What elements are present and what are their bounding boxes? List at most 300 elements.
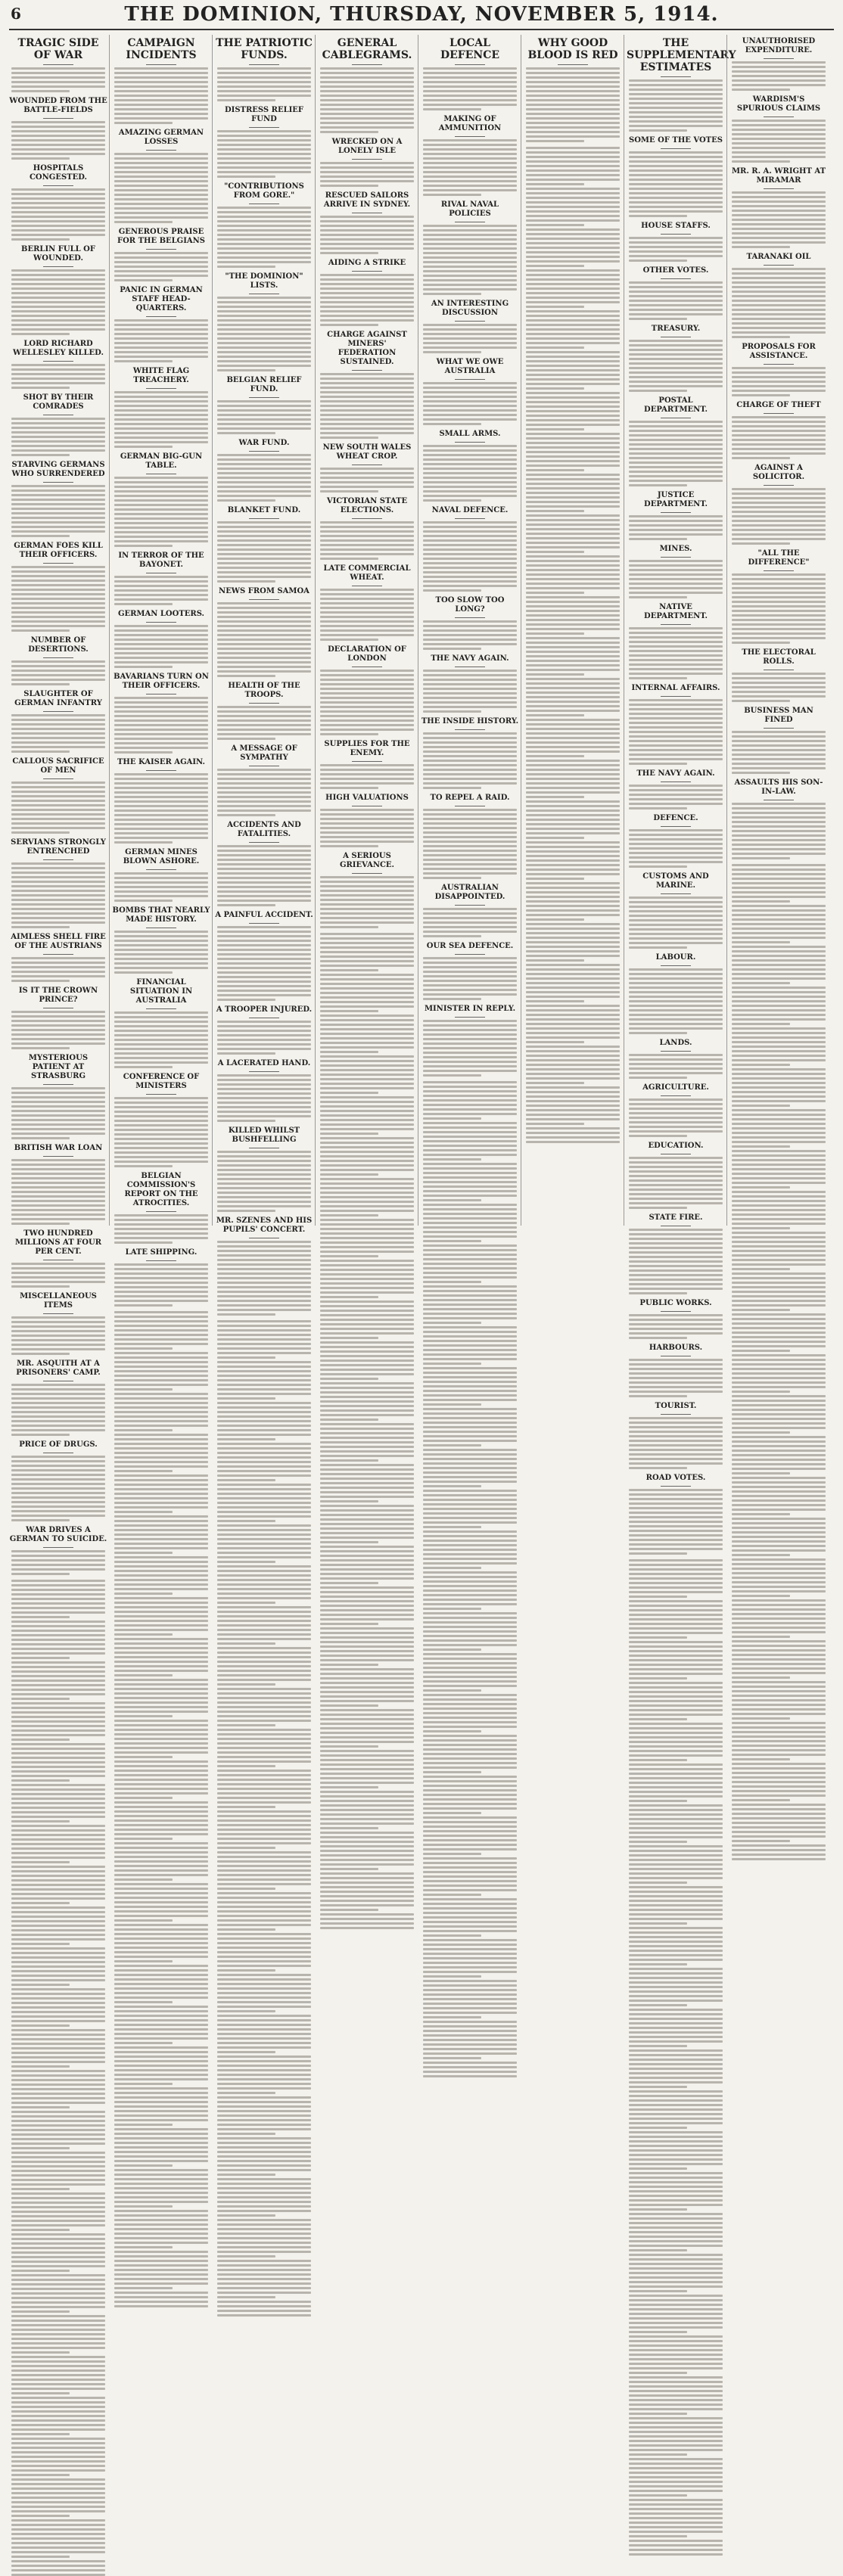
text-line (732, 1681, 826, 1683)
text-line (320, 1614, 414, 1616)
text-line (423, 1090, 517, 1092)
text-line (114, 1138, 208, 1140)
text-line (114, 545, 173, 547)
text-line (11, 1979, 105, 1981)
text-line (11, 1620, 105, 1623)
text-line (423, 1024, 517, 1027)
text-line (217, 1624, 311, 1627)
text-line (732, 882, 826, 884)
text-line (423, 1830, 517, 1832)
text-line (11, 1580, 105, 1582)
text-line (217, 1738, 311, 1740)
text-line (423, 1136, 517, 1138)
text-line (629, 1072, 723, 1074)
text-line (629, 390, 687, 392)
text-line (11, 2138, 105, 2140)
text-line (526, 238, 620, 240)
text-line (114, 1393, 208, 1395)
text-line (732, 277, 826, 279)
article-body-text (114, 153, 208, 223)
text-line (11, 1564, 105, 1566)
text-line (423, 697, 517, 699)
text-line (114, 2233, 208, 2235)
text-line (320, 1782, 414, 1784)
text-line (320, 278, 414, 281)
text-line (320, 1123, 414, 1126)
text-line (217, 1583, 311, 1586)
text-line (217, 2124, 311, 2126)
text-line (423, 1086, 517, 1088)
text-line (629, 717, 723, 719)
text-line (11, 202, 105, 204)
text-line (320, 1664, 378, 1666)
text-line (732, 331, 826, 334)
text-line (423, 1712, 517, 1714)
text-line (526, 642, 620, 644)
text-line (114, 1933, 208, 1935)
text-line (11, 2247, 105, 2249)
text-line (732, 1114, 826, 1116)
text-line (423, 1344, 517, 1347)
article-body-text (114, 1011, 208, 1068)
text-line (11, 818, 105, 820)
article-body-text (11, 782, 105, 834)
text-line (11, 378, 105, 380)
text-line (320, 951, 414, 953)
text-line (526, 619, 620, 621)
text-line (423, 1095, 517, 1097)
text-line (732, 1322, 826, 1325)
text-line (629, 573, 723, 576)
text-line (423, 746, 517, 748)
text-line (114, 423, 208, 425)
article-body-text (732, 488, 826, 545)
text-line (629, 1372, 723, 1375)
article-body-text (320, 216, 414, 254)
text-line (11, 575, 105, 577)
text-line (114, 1824, 208, 1826)
text-line (114, 2137, 208, 2139)
text-line (11, 1607, 105, 1609)
text-line (629, 2049, 723, 2052)
text-line (526, 610, 620, 612)
text-line (114, 437, 208, 439)
text-line (217, 1366, 311, 1368)
text-line (423, 1272, 517, 1274)
text-line (217, 1272, 311, 1275)
text-line (629, 2358, 723, 2360)
text-line (423, 458, 517, 461)
text-line (11, 1425, 105, 1427)
article-body-text (629, 237, 723, 262)
article-body-text (217, 1151, 311, 1212)
text-line (114, 706, 208, 708)
text-line (732, 1127, 826, 1130)
text-line (320, 1763, 414, 1766)
text-line (423, 1476, 517, 1478)
heading-rule (43, 361, 73, 362)
text-line (732, 336, 790, 338)
heading-rule (43, 1313, 73, 1314)
heading-rule (249, 923, 279, 924)
text-line (423, 418, 517, 421)
text-line (114, 1810, 208, 1813)
text-line (11, 1043, 105, 1045)
text-line (114, 1924, 208, 1926)
text-line (114, 1425, 208, 1427)
heading-rule (43, 64, 73, 65)
text-line (114, 828, 208, 830)
text-line (217, 2192, 311, 2194)
text-line (320, 1727, 414, 1729)
text-line (217, 2028, 311, 2031)
text-line (114, 1021, 208, 1023)
text-line (732, 1064, 790, 1066)
text-line (526, 260, 620, 263)
text-line (732, 1132, 826, 1134)
text-line (629, 1247, 723, 1249)
text-line (629, 1193, 723, 1195)
text-line (11, 2551, 105, 2553)
heading-rule (249, 842, 279, 843)
text-line (732, 300, 826, 302)
text-line (423, 423, 481, 425)
text-line (629, 1568, 723, 1571)
text-line (11, 1602, 105, 1605)
masthead (0, 0, 843, 30)
text-line (732, 628, 826, 630)
text-line (11, 598, 105, 600)
text-line (320, 1745, 378, 1748)
text-line (526, 1082, 584, 1084)
text-line (526, 1114, 620, 1116)
text-line (423, 975, 517, 977)
text-line (320, 486, 414, 488)
article-heading: THE ELECTORAL ROLLS. (742, 648, 816, 666)
text-line (320, 692, 414, 694)
text-line (732, 1272, 826, 1275)
text-line (217, 2310, 311, 2312)
text-line (423, 324, 517, 326)
text-line (11, 975, 105, 977)
text-line (423, 1689, 481, 1692)
text-line (114, 1214, 208, 1217)
text-line (320, 1437, 414, 1439)
text-line (217, 521, 311, 524)
text-line (217, 2105, 311, 2108)
text-line (629, 2376, 723, 2379)
text-line (526, 837, 584, 839)
text-line (11, 2133, 105, 2136)
text-line (526, 360, 620, 362)
text-line (11, 1943, 70, 1945)
text-line (114, 1865, 208, 1867)
text-line (217, 548, 311, 551)
text-line (423, 813, 517, 816)
text-line (320, 1001, 414, 1003)
text-line (732, 968, 826, 971)
text-line (114, 715, 208, 717)
text-line (217, 99, 275, 101)
text-line (11, 211, 105, 213)
text-line (11, 2483, 105, 2485)
text-line (114, 1892, 208, 1894)
text-line (217, 2164, 311, 2167)
text-line (320, 1723, 414, 1725)
text-line (11, 1711, 105, 1714)
text-line (217, 1102, 311, 1104)
text-line (320, 180, 414, 182)
text-line (629, 2281, 723, 2283)
article-heading: CALLOUS SACRIFICE OF MEN (12, 757, 104, 775)
text-line (114, 2264, 208, 2267)
text-line (11, 2333, 105, 2335)
text-line (732, 1191, 826, 1193)
text-line (114, 2128, 208, 2130)
article-heading: AIDING A STRIKE (328, 259, 406, 267)
text-line (114, 1561, 208, 1563)
text-line (732, 1368, 826, 1370)
text-line (320, 1759, 414, 1761)
text-line (423, 166, 517, 169)
text-line (629, 1521, 723, 1523)
text-line (11, 2297, 105, 2299)
text-line (320, 1636, 414, 1639)
text-line (629, 1632, 723, 1634)
text-line (217, 890, 311, 893)
text-line (526, 72, 620, 74)
text-line (217, 805, 311, 807)
text-line (629, 160, 723, 163)
text-line (217, 1300, 311, 1302)
text-line (114, 1965, 208, 1967)
text-line (526, 510, 584, 512)
text-line (217, 1488, 311, 1490)
text-line (629, 1954, 723, 1956)
text-line (320, 1913, 414, 1916)
text-line (11, 422, 105, 424)
text-line (732, 1164, 826, 1166)
text-line (114, 1652, 208, 1654)
heading-rule (146, 1094, 176, 1095)
text-line (11, 894, 105, 896)
text-line (732, 1844, 826, 1847)
text-line (629, 448, 723, 450)
text-line (320, 1546, 414, 1548)
text-line (217, 481, 311, 483)
text-line (320, 1314, 414, 1316)
text-line (217, 863, 311, 865)
text-line (11, 1766, 105, 1768)
text-line (217, 1561, 275, 1563)
text-line (732, 291, 826, 293)
text-line (732, 1495, 826, 1497)
text-line (629, 2535, 687, 2537)
text-line (217, 1815, 311, 1817)
text-line (526, 383, 620, 385)
text-line (320, 1773, 414, 1775)
text-line (629, 807, 687, 809)
article-heading: A PAINFUL ACCIDENT. (215, 911, 313, 919)
text-line (526, 433, 620, 435)
heading-rule (146, 770, 176, 771)
text-line (423, 2007, 517, 2009)
text-line (320, 1241, 414, 1244)
text-line (629, 763, 687, 765)
text-line (732, 84, 826, 86)
text-line (732, 1586, 826, 1588)
text-line (423, 1694, 517, 1696)
text-line (526, 928, 620, 930)
text-line (629, 1032, 687, 1034)
text-line (114, 1543, 208, 1545)
text-line (629, 1913, 723, 1916)
text-line (629, 1417, 723, 1419)
text-line (11, 1652, 105, 1655)
text-line (526, 764, 620, 766)
article-heading: MISCELLANEOUS ITEMS (20, 1292, 97, 1310)
text-line (732, 1445, 826, 1447)
text-line (732, 1672, 826, 1674)
text-line (217, 1729, 311, 1731)
text-line (320, 1564, 414, 1566)
text-line (114, 2242, 208, 2244)
text-line (320, 530, 414, 533)
article-heading: DEFENCE. (653, 814, 698, 822)
text-line (114, 791, 208, 794)
text-line (732, 228, 826, 230)
text-line (629, 309, 723, 311)
text-line (11, 2183, 105, 2186)
text-line (526, 474, 620, 476)
text-line (732, 973, 826, 975)
text-line (320, 1736, 414, 1739)
text-line (114, 1937, 208, 1940)
text-line (526, 1132, 620, 1134)
text-line (11, 1598, 105, 1600)
text-line (526, 605, 620, 607)
text-line (423, 863, 517, 865)
text-line (423, 1680, 517, 1683)
heading-rule (43, 954, 73, 955)
text-line (114, 1983, 208, 1985)
heading-rule (146, 1211, 176, 1212)
text-line (320, 679, 414, 681)
text-line (423, 1453, 517, 1456)
article-body-text (11, 957, 105, 982)
text-line (114, 931, 208, 933)
text-line (629, 2481, 723, 2483)
text-line (114, 1415, 208, 1418)
text-line (629, 318, 687, 320)
text-line (320, 1682, 414, 1684)
text-line (217, 414, 311, 416)
text-line (526, 315, 620, 317)
text-line (629, 2204, 723, 2206)
text-line (526, 909, 620, 912)
text-line (11, 2229, 70, 2231)
text-line (320, 1754, 414, 1757)
text-line (217, 1597, 311, 1599)
article-body-text (217, 1320, 311, 2317)
text-line (114, 958, 208, 960)
text-line (217, 2155, 311, 2158)
text-line (423, 1599, 517, 1601)
text-line (320, 634, 414, 636)
text-line (320, 1323, 414, 1325)
text-line (114, 1461, 208, 1463)
text-line (629, 2131, 723, 2133)
text-line (732, 987, 826, 989)
text-line (629, 197, 723, 199)
article-heading: CHARGE AGAINST MINERS' FEDERATION SUSTAINED. (327, 331, 407, 366)
text-line (732, 1545, 826, 1547)
text-line (11, 2460, 105, 2463)
text-line (629, 2285, 723, 2288)
article-body-text (423, 445, 517, 502)
text-line (114, 1497, 208, 1499)
text-line (732, 318, 826, 320)
text-line (11, 917, 105, 919)
text-line (217, 1182, 311, 1185)
text-line (629, 313, 723, 315)
text-line (526, 542, 620, 544)
text-line (732, 610, 826, 612)
text-line (320, 1850, 414, 1852)
article-heading: TREASURY. (651, 325, 701, 333)
text-line (114, 1856, 208, 1858)
text-line (217, 2006, 311, 2008)
text-line (114, 1815, 208, 1817)
text-line (732, 1291, 826, 1293)
text-line (217, 1397, 275, 1400)
text-line (629, 937, 723, 940)
text-line (11, 620, 105, 623)
text-line (629, 1668, 723, 1670)
text-line (423, 76, 517, 79)
text-line (526, 346, 584, 349)
text-line (423, 1776, 517, 1778)
text-line (114, 1942, 208, 1944)
text-line (526, 809, 620, 812)
text-line (732, 120, 826, 122)
text-line (114, 1919, 173, 1922)
text-line (629, 2226, 723, 2229)
text-line (629, 1229, 723, 1231)
text-line (114, 1048, 208, 1050)
text-line (526, 1141, 620, 1143)
text-line (732, 1005, 826, 1007)
text-line (526, 424, 620, 426)
text-line (11, 1101, 105, 1103)
text-line (114, 1801, 208, 1804)
text-line (320, 1291, 414, 1294)
text-line (423, 1989, 517, 1991)
text-line (217, 2210, 311, 2212)
text-line (217, 2078, 311, 2080)
article-heading: THE KAISER AGAIN. (117, 758, 206, 766)
text-line (526, 242, 620, 244)
text-line (423, 1612, 517, 1614)
text-line (526, 156, 620, 158)
text-line (217, 1928, 275, 1931)
text-line (217, 895, 311, 897)
text-line (732, 138, 826, 140)
text-line (11, 2369, 105, 2372)
text-line (217, 2133, 275, 2135)
text-line (114, 1338, 208, 1341)
text-line (11, 1182, 105, 1184)
